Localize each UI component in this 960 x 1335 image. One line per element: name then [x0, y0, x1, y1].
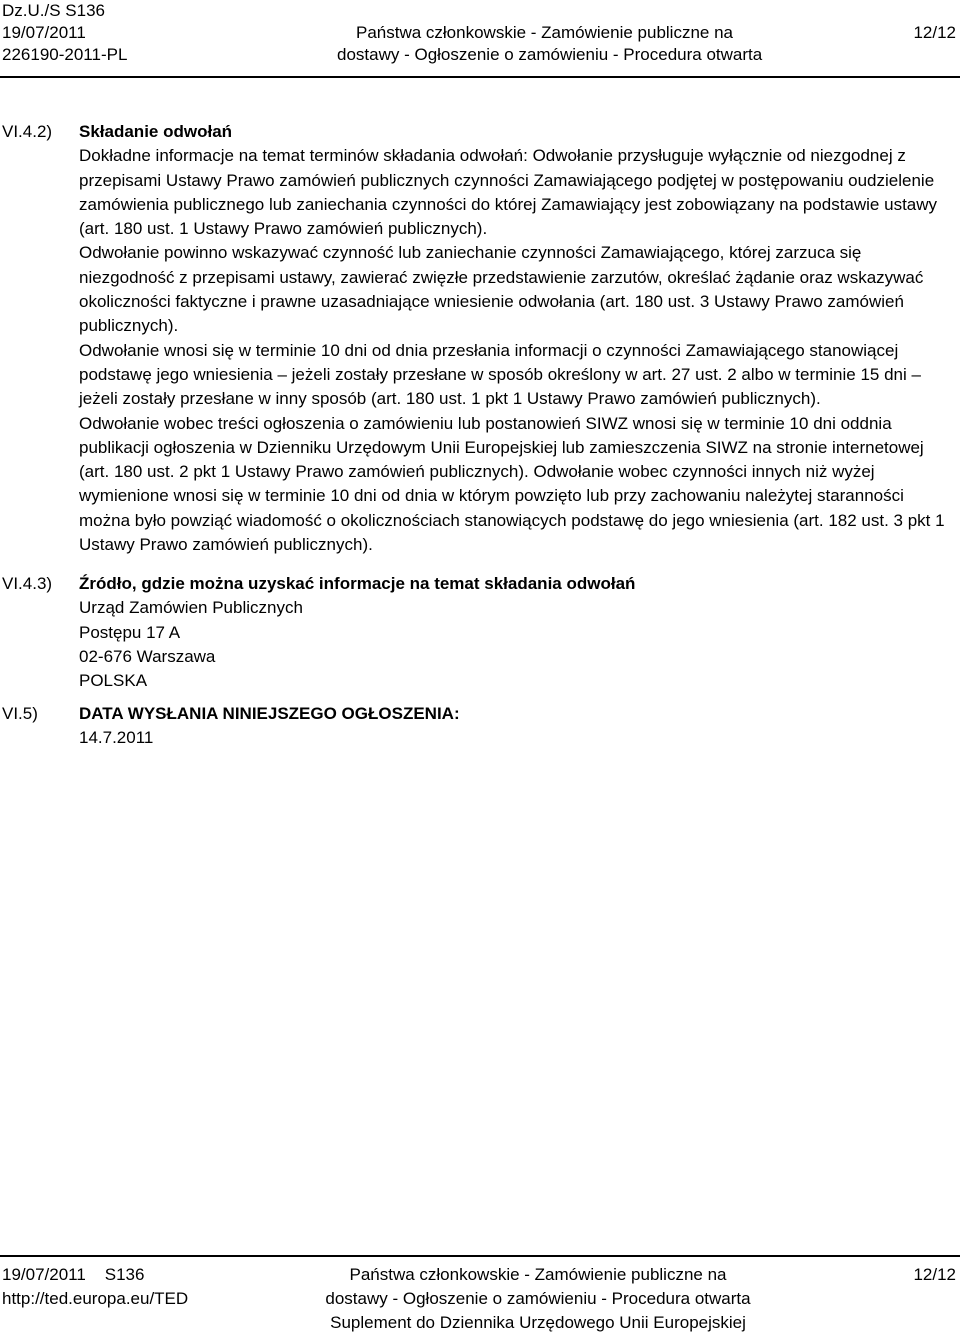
footer-date: 19/07/2011	[2, 1265, 86, 1284]
footer-series: S136	[104, 1265, 145, 1284]
paragraph: Dokładne informacje na temat terminów składania odwołań: Odwołanie przysługuje wyłącznie od niezgodnej z przepisami Ustawy Prawo zamówień publicznych czynności Zamawiającego podjętej w postępowaniu oudzielenie zamówienia publicznego lub zaniechania czynności do której Zamawiający jest zobowiązany na podstawie ustawy (art. 180 ust. 1 Ustawy Prawo zamówień publicznych).	[79, 146, 938, 239]
page-header	[0, 0, 960, 80]
header-left	[2, 0, 127, 66]
section-heading: DATA WYSŁANIA NINIEJSZEGO OGŁOSZENIA:	[79, 704, 460, 723]
section-number: VI.4.3)	[2, 574, 53, 593]
footer-left	[2, 1263, 188, 1311]
header-date: 19/07/2011	[2, 23, 86, 42]
footer-date-series	[2, 1263, 188, 1287]
footer-title	[313, 1263, 763, 1335]
footer-url[interactable]: http://ted.europa.eu/TED	[2, 1289, 189, 1308]
paragraph: Odwołanie powinno wskazywać czynność lub zaniechanie czynności Zamawiającego, której zarzuca się niezgodność z przepisami ustawy, zawierać zwięzłe przedstawienie zarzutów, określać żądanie oraz wskazywać okoliczności faktyczne i prawne uzasadniające wniesienie odwołania (art. 180 ust. 3 Ustawy Prawo zamówień publicznych).	[79, 243, 924, 336]
paragraph: Odwołanie wnosi się w terminie 10 dni od dnia przesłania informacji o czynności Zamawiającego stanowiącej podstawę jego wniesienia – jeżeli zostały przesłane w sposób określony w art. 27 ust. 2 albo w terminie 15 dni – jeżeli zostały przesłane w inny sposób (art. 180 ust. 1 pkt 1 Ustawy Prawo zamówień publicznych).	[79, 340, 921, 409]
address-line: 02-676 Warszawa	[79, 646, 216, 666]
dispatch-date: 14.7.2011	[79, 728, 154, 748]
section-number: VI.4.2)	[2, 122, 53, 141]
address-line: Urząd Zamówien Publicznych	[79, 598, 303, 618]
header-title	[337, 22, 763, 66]
section-heading: Składanie odwołań	[79, 122, 233, 141]
paragraph: Odwołanie wobec treści ogłoszenia o zamówieniu lub postanowień SIWZ wnosi się w terminie 10 dni oddnia publikacji ogłoszenia w Dzienniku Urzędowym Unii Europejskiej lub zamieszczenia SIWZ na stronie internetowej (art. 180 ust. 2 pkt 1 Ustawy Prawo zamówień publicznych). Odwołanie wobec czynności innych niż wyżej wymienione wnosi się w terminie 10 dni od dnia w którym powzięto lub przy zachowaniu należytej staranności można było powziąć wiadomość o okolicznościach stanowiących podstawę do jego wniesienia (art. 182 ust. 3 pkt 1 Ustawy Prawo zamówień publicznych).	[79, 413, 945, 555]
footer-title-line3: Suplement do Dziennika Urzędowego Unii Europejskiej	[330, 1313, 746, 1332]
header-divider	[0, 76, 960, 78]
footer-title-line1: Państwa członkowskie - Zamówienie publiczne na	[349, 1265, 727, 1284]
section-body	[79, 120, 958, 557]
footer-title-line2: dostawy - Ogłoszenie o zamówieniu - Procedura otwarta	[325, 1289, 751, 1308]
section-number: VI.5)	[2, 704, 38, 723]
section-body	[79, 702, 958, 751]
notice-id: 226190-2011-PL	[2, 45, 128, 64]
header-title-line1: Państwa członkowskie - Zamówienie publiczne na	[355, 23, 733, 42]
footer-divider	[0, 1255, 960, 1257]
section-body	[79, 572, 958, 693]
footer-page-number: 12/12	[913, 1265, 956, 1284]
header-page-number: 12/12	[913, 23, 956, 42]
doc-ref: Dz.U./S S136	[2, 1, 105, 20]
address-line: POLSKA	[79, 671, 148, 691]
address-line: Postępu 17 A	[79, 622, 181, 642]
page-footer	[0, 1255, 960, 1334]
section-heading: Źródło, gdzie można uzyskać informacje na temat składania odwołań	[79, 574, 636, 593]
header-title-line2: dostawy - Ogłoszenie o zamówieniu - Procedura otwarta	[337, 45, 763, 64]
